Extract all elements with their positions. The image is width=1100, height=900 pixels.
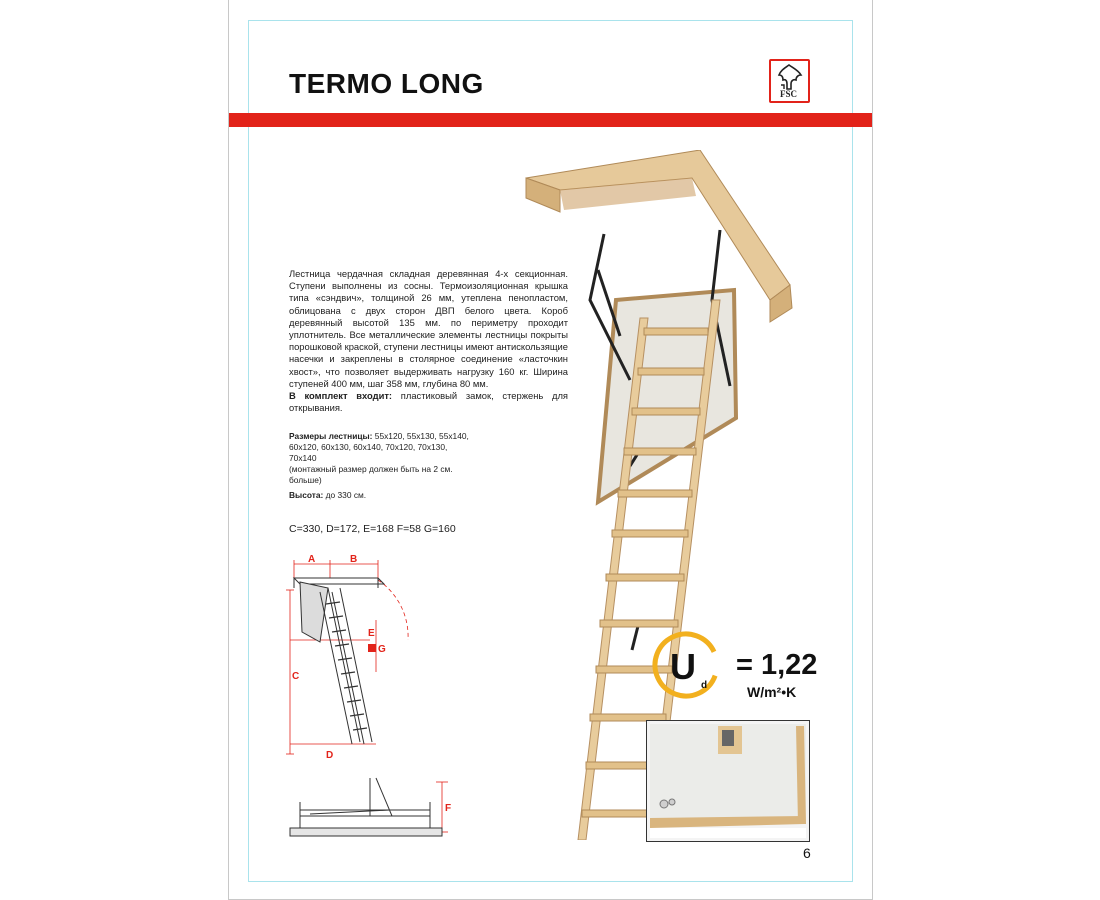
- kit-label: В комплект входит:: [289, 390, 393, 402]
- diagram-label-b: B: [350, 554, 358, 565]
- page-title: TERMO LONG: [289, 68, 484, 99]
- description-text: Лестница чердачная складная деревянная 4-х секционная. Ступени выполнены из сосны. Термоизоляционная крышка типа «сэндвич», толщиной 26 мм, утеплена пенопластом, облицована с двух сторон ДВП белого цвета. Короб деревянный высотой 135 мм. по периметру проходит уплотнитель. Все металлические элементы лестницы покрыты порошковой краской, ступени лестницы имеют антискользящие насечки и закреплены в столярное соединение «ласточкин хвост», что позволяет выдерживать нагрузку 160 кг. Ширина ступеней 400 мм, шаг 358 мм, глубина 80 мм.: [289, 268, 568, 389]
- sizes-note: (монтажный размер должен быть на 2 см. больше): [289, 464, 453, 485]
- diagram-label-f: F: [445, 803, 452, 814]
- diagram-label-d: D: [326, 750, 334, 761]
- sizes-label: Размеры лестницы:: [289, 431, 373, 441]
- diagram-label-c: C: [292, 671, 300, 682]
- fsc-logo-text: FSC: [780, 89, 798, 99]
- kit-text: пластиковый замок, стержень для открывания.: [289, 390, 568, 414]
- dimensions-text: C=330, D=172, E=168 F=58 G=160: [289, 523, 456, 535]
- height-text: до 330 см.: [323, 490, 367, 500]
- diagram-label-g: G: [378, 644, 386, 655]
- u-value-number: = 1,22: [736, 649, 818, 681]
- sizes-block: [289, 431, 471, 486]
- diagram-label-e: E: [368, 628, 375, 639]
- sizes-text: 55x120, 55x130, 55x140, 60x120, 60x130, 60x140, 70x120, 70x130, 70x140: [289, 431, 469, 463]
- technical-diagram: [280, 552, 470, 842]
- u-value-unit: W/m²•K: [747, 684, 797, 700]
- weight-marker-icon: [368, 644, 376, 652]
- height-label: Высота:: [289, 490, 324, 500]
- u-value-subscript: d: [701, 680, 708, 691]
- diagram-label-a: A: [308, 554, 316, 565]
- page-number: 6: [803, 845, 811, 861]
- hatch-detail-photo: [646, 720, 810, 842]
- height-block: [289, 490, 366, 500]
- u-value-letter: U: [670, 646, 696, 687]
- red-header-bar: [229, 113, 872, 127]
- fsc-logo: [769, 59, 810, 103]
